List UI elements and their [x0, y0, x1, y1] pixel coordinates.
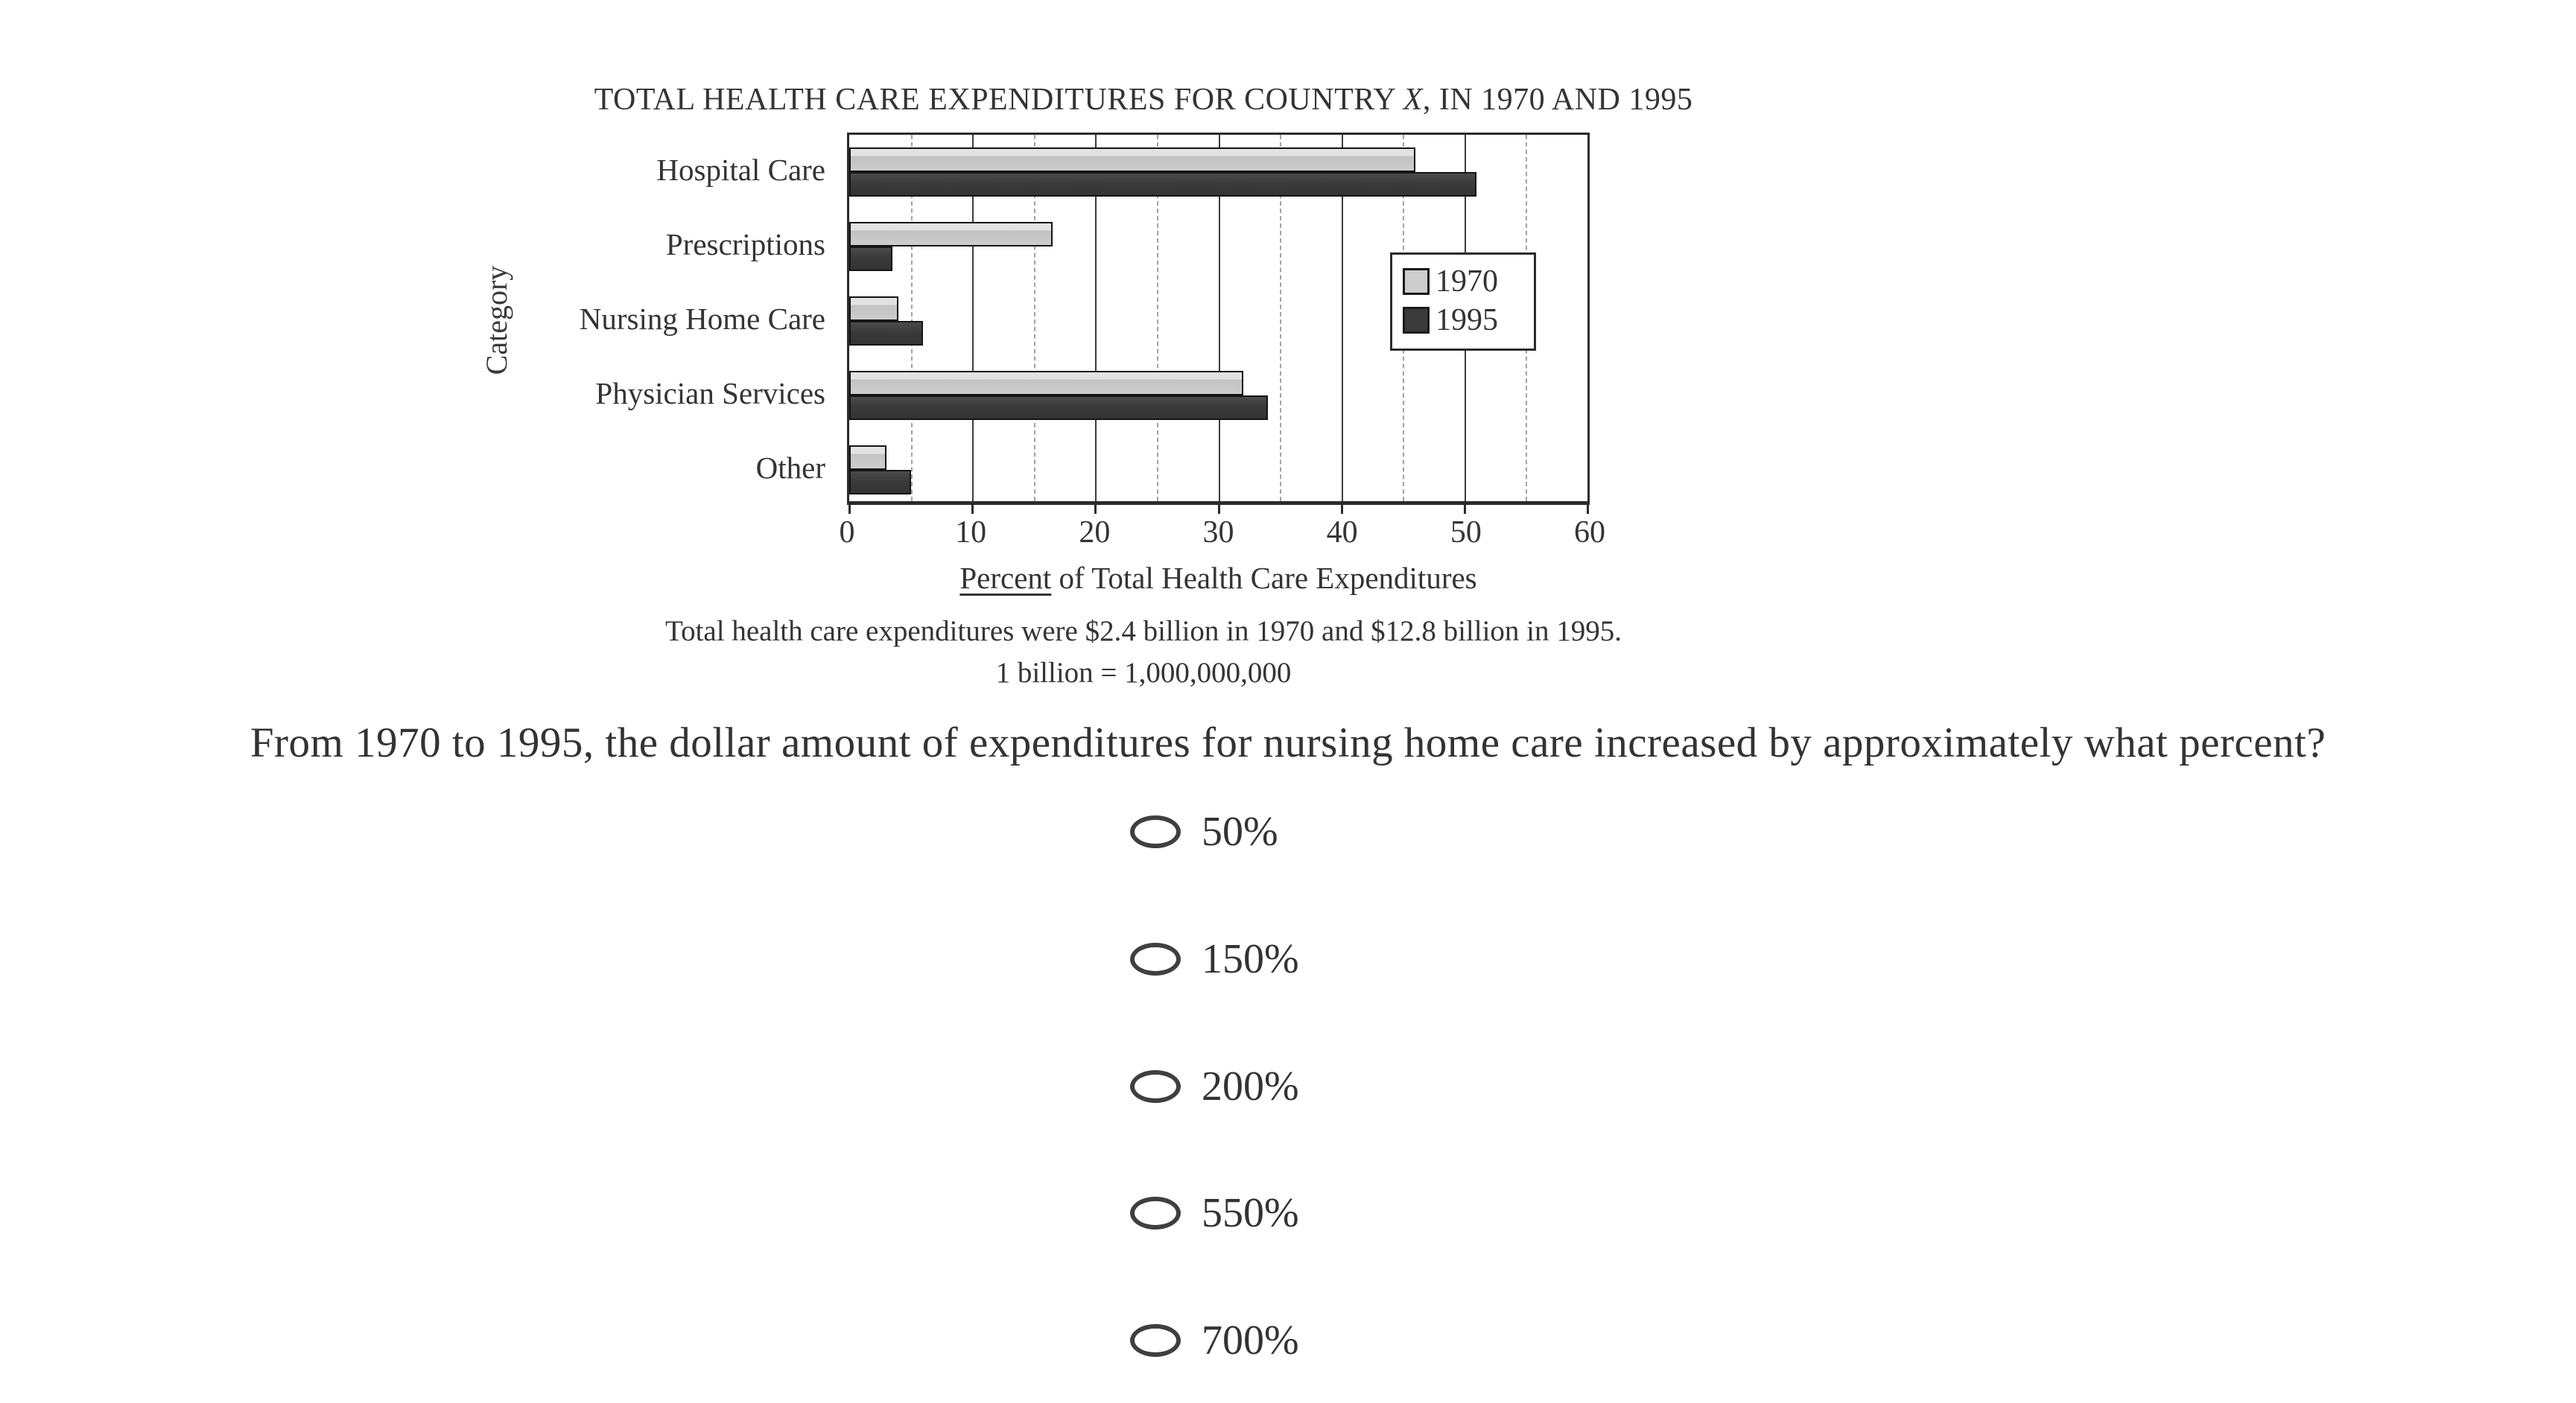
bar-physician-services-1995	[849, 395, 1268, 420]
x-tick-label-60: 60	[1574, 515, 1605, 550]
x-tick-label-30: 30	[1202, 515, 1234, 550]
answer-option-50-[interactable]	[1130, 805, 1278, 859]
radio-button-icon[interactable]	[1130, 1324, 1181, 1357]
answer-option-label: 50%	[1202, 809, 1278, 855]
chart-note-billion: 1 billion = 1,000,000,000	[995, 657, 1292, 689]
x-axis-tick-10	[971, 503, 974, 514]
answer-option-550-[interactable]	[1130, 1186, 1299, 1240]
x-axis-tick-30	[1218, 503, 1220, 514]
legend-swatch-icon-1970	[1403, 268, 1430, 295]
category-label-other: Other	[755, 451, 825, 485]
x-axis-tick-labels	[839, 514, 1605, 551]
bar-hospital-care-1970	[849, 147, 1415, 172]
x-axis-label	[847, 559, 1590, 597]
legend-row-1995	[1403, 301, 1534, 340]
bar-nursing-home-care-1995	[849, 321, 923, 346]
x-axis-label-rest: of Total Health Care Expenditures	[1051, 561, 1477, 595]
bar-prescriptions-1995	[849, 246, 892, 271]
category-label-hospital-care: Hospital Care	[656, 153, 825, 187]
category-label-prescriptions: Prescriptions	[665, 227, 825, 261]
legend-label-1970: 1970	[1435, 264, 1498, 299]
bar-nursing-home-care-1970	[849, 296, 898, 321]
bar-chart-plot-area	[847, 133, 1590, 505]
chart-title-country-x: X	[1403, 83, 1423, 117]
chart-title-pre: TOTAL HEALTH CARE EXPENDITURES FOR COUNTRY	[594, 83, 1403, 117]
chart-note-totals: Total health care expenditures were $2.4 billion in 1970 and $12.8 billion in 1995.	[665, 615, 1622, 647]
bar-prescriptions-1970	[849, 222, 1053, 246]
x-axis-tick-0	[848, 503, 851, 514]
bar-hospital-care-1995	[849, 172, 1476, 197]
chart-legend	[1390, 252, 1536, 351]
question-text: From 1970 to 1995, the dollar amount of expenditures for nursing home care increased by approximately what percent?	[250, 719, 2326, 766]
bar-other-1970	[849, 445, 886, 470]
answer-option-200-[interactable]	[1130, 1060, 1299, 1113]
y-axis-label: Category	[480, 265, 513, 375]
x-axis-label-underlined: Percent	[959, 561, 1052, 595]
answer-option-label: 700%	[1202, 1317, 1299, 1364]
answer-option-150-[interactable]	[1130, 932, 1299, 986]
answer-option-label: 200%	[1202, 1063, 1299, 1110]
x-axis-tick-50	[1464, 503, 1466, 514]
category-labels	[283, 133, 836, 505]
radio-button-icon[interactable]	[1130, 1197, 1181, 1229]
chart-title-post: , IN 1970 AND 1995	[1422, 83, 1693, 117]
category-label-physician-services: Physician Services	[595, 376, 825, 410]
x-axis-tick-40	[1341, 503, 1343, 514]
bar-physician-services-1970	[849, 371, 1243, 395]
radio-button-icon[interactable]	[1130, 943, 1181, 976]
answer-option-700-[interactable]	[1130, 1314, 1299, 1367]
x-tick-label-10: 10	[955, 515, 987, 550]
x-tick-label-20: 20	[1079, 515, 1111, 550]
legend-label-1995: 1995	[1435, 303, 1498, 337]
x-tick-label-50: 50	[1450, 515, 1482, 550]
answer-option-label: 550%	[1202, 1190, 1299, 1237]
x-tick-label-0: 0	[839, 515, 855, 550]
radio-button-icon[interactable]	[1130, 1070, 1181, 1103]
chart-title	[0, 80, 2287, 119]
x-tick-label-40: 40	[1326, 515, 1358, 550]
bar-other-1995	[849, 470, 911, 494]
legend-swatch-icon-1995	[1403, 307, 1430, 334]
x-axis-tick-20	[1094, 503, 1097, 514]
radio-button-icon[interactable]	[1130, 815, 1181, 848]
legend-row-1970	[1403, 262, 1534, 301]
category-label-nursing-home-care: Nursing Home Care	[579, 302, 825, 336]
x-axis-tick-60	[1587, 503, 1589, 514]
answer-option-label: 150%	[1202, 935, 1299, 982]
